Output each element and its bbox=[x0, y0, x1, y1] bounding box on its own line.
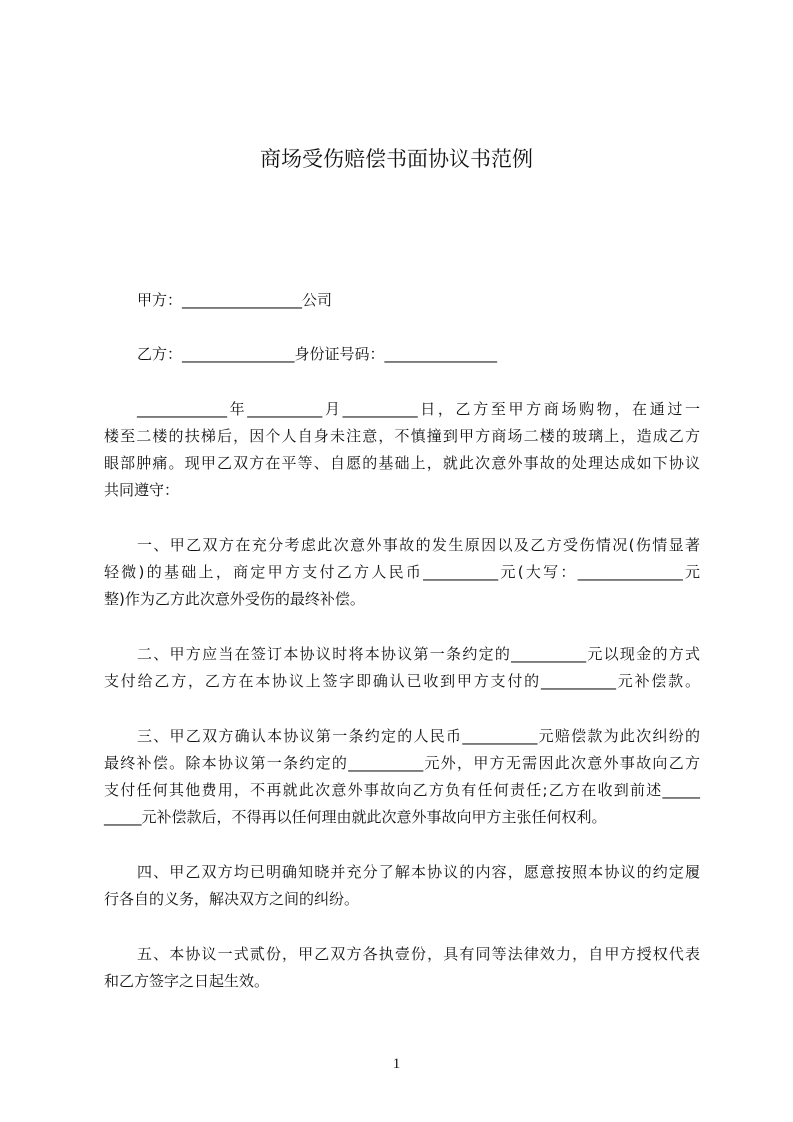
paragraph-line: 眼部肿痛。现甲乙双方在平等、自愿的基础上，就此次意外事故的处理达成如下协议 bbox=[104, 454, 700, 472]
paragraph-line: 四、甲乙双方均已明确知晓并充分了解本协议的内容，愿意按照本协议的约定履 bbox=[137, 863, 700, 881]
paragraph-line: 三、甲乙双方确认本协议第一条约定的人民币__________元赔偿款为此次纠纷的 bbox=[137, 727, 700, 745]
party-b-line: 乙方：_______________身份证号码：_______________ bbox=[137, 345, 498, 363]
document-title: 商场受伤赔偿书面协议书范例 bbox=[260, 147, 533, 171]
paragraph-line: 和乙方签字之日起生效。 bbox=[104, 972, 270, 990]
paragraph-line: 行各自的义务，解决双方之间的纠纷。 bbox=[104, 890, 360, 908]
paragraph-line: 共同遵守： bbox=[104, 481, 180, 499]
paragraph-line: 五、本协议一式贰份，甲乙双方各执壹份，具有同等法律效力，自甲方授权代表 bbox=[137, 945, 700, 963]
page-number: 1 bbox=[392, 1056, 401, 1072]
paragraph-line: 支付给乙方，乙方在本协议上签字即确认已收到甲方支付的__________元补偿款。 bbox=[104, 672, 700, 690]
paragraph-line: 一、甲乙双方在充分考虑此次意外事故的发生原因以及乙方受伤情况(伤情显著 bbox=[137, 536, 700, 554]
paragraph-line: ____________年__________月__________日，乙方至甲方商场购物，在通过一 bbox=[137, 400, 700, 418]
paragraph-line: 整)作为乙方此次意外受伤的最终补偿。 bbox=[104, 590, 365, 608]
paragraph-line: 二、甲方应当在签订本协议时将本协议第一条约定的__________元以现金的方式 bbox=[137, 645, 700, 663]
paragraph-line: 支付任何其他费用，不再就此次意外事故向乙方负有任何责任;乙方在收到前述_____ bbox=[104, 781, 700, 799]
paragraph-line: 轻微)的基础上，商定甲方支付乙方人民币__________元(大写：______________元 bbox=[104, 563, 700, 581]
party-a-line: 甲方：________________公司 bbox=[137, 291, 333, 309]
paragraph-line: 最终补偿。除本协议第一条约定的__________元外，甲方无需因此次意外事故向乙方 bbox=[104, 754, 700, 772]
paragraph-line: _____元补偿款后，不得再以任何理由就此次意外事故向甲方主张任何权利。 bbox=[104, 808, 607, 826]
paragraph-line: 楼至二楼的扶梯后，因个人自身未注意，不慎撞到甲方商场二楼的玻璃上，造成乙方 bbox=[104, 427, 700, 445]
